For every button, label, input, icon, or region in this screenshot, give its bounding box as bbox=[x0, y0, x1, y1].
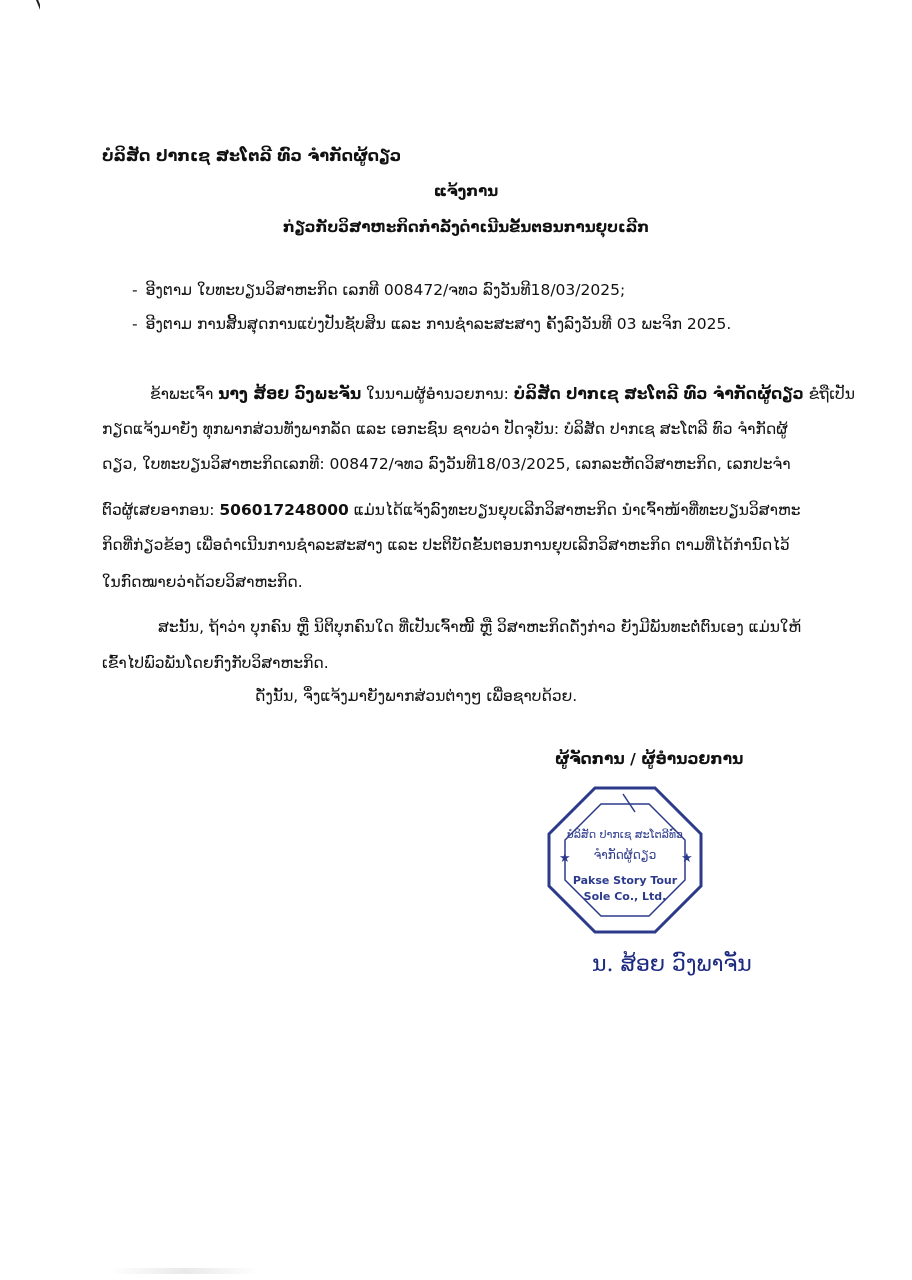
tax-id-number: 506017248000 bbox=[219, 501, 349, 519]
stamp-english-line-2: Sole Co., Ltd. bbox=[583, 890, 667, 903]
reference-bullet: - bbox=[132, 315, 138, 333]
director-name: ນາງ ສ້ອຍ ວົງພະຈັນ bbox=[218, 385, 362, 403]
page-corner-shadow bbox=[0, 0, 40, 110]
body-paragraph-1-line-1 bbox=[150, 384, 855, 404]
body-text: ແມ່ນໄດ້ແຈ້ງລົງທະບຽນຍຸບເລີກວິສາຫະກິດ ນຳເຈົ້າໜ້າທີ່ທະບຽນວິສາຫະ bbox=[348, 501, 801, 519]
document-subtitle: ກ່ຽວກັບວິສາຫະກິດກຳລັງດຳເນີນຂັ້ນຕອນການຍຸບເລີກ bbox=[282, 218, 650, 236]
body-paragraph-3: ດັ່ງນັ້ນ, ຈຶ່ງແຈ້ງມາຍັງພາກສ່ວນຕ່າງໆ ເພື່ອຊາບດ້ວຍ. bbox=[255, 687, 578, 705]
body-text: ໃນນາມຜູ້ອຳນວຍການ: bbox=[361, 385, 514, 403]
body-text: ຕົວຜູ້ເສຍອາກອນ: bbox=[102, 501, 220, 519]
reference-bullet: - bbox=[132, 281, 138, 299]
reference-text: ອີງຕາມ ໃບທະບຽນວິສາຫະກິດ ເລກທີ 008472/ຈທວ ລົງວັນທີ18/03/2025; bbox=[145, 281, 626, 299]
body-paragraph-2-line-2: ເຂົ້າໄປພົວພັນໂດຍກົງກັບວິສາຫະກິດ. bbox=[102, 654, 329, 672]
reference-item bbox=[132, 315, 731, 333]
svg-text:★: ★ bbox=[681, 851, 693, 866]
handwritten-signature: ນ. ສ້ອຍ ວົງພາຈັນ bbox=[592, 952, 752, 977]
body-paragraph-2-line-1: ສະນັ້ນ, ຖ້າວ່າ ບຸກຄົນ ຫຼື ນິຕິບຸກຄົນໃດ ທີ່ເປັນເຈົ້າໜີ້ ຫຼື ວິສາຫະກິດດັ່ງກ່າວ ຍັງມີພັນທະຕໍ່ຕົນເອງ ແມ່ນໃຫ້ bbox=[158, 618, 802, 636]
company-header: ບໍລິສັດ ປາກເຊ ສະໂຕລີ ທົວ ຈຳກັດຜູ້ດຽວ bbox=[102, 146, 402, 165]
body-text: ຂ້າພະເຈົ້າ bbox=[150, 385, 219, 403]
page-bottom-edge bbox=[110, 1268, 260, 1274]
document-title: ແຈ້ງການ bbox=[433, 182, 499, 200]
reference-text: ອີງຕາມ ການສິ້ນສຸດການແບ່ງປັນຊັບສິນ ແລະ ການຊຳລະສະສາງ ຄັ້ງລົງວັນທີ 03 ພະຈິກ 2025. bbox=[145, 315, 732, 333]
body-paragraph-1-line-6: ໃນກົດໝາຍວ່າດ້ວຍວິສາຫະກິດ. bbox=[102, 573, 303, 591]
company-name-bold: ບໍລິສັດ ປາກເຊ ສະໂຕລີ ທົວ ຈຳກັດຜູ້ດຽວ bbox=[513, 385, 804, 403]
body-text: ຂໍຖືເປັນ bbox=[803, 385, 855, 403]
body-paragraph-1-line-2: ກຽດແຈ້ງມາຍັງ ທຸກພາກສ່ວນທັງພາກລັດ ແລະ ເອກະຊົນ ຊາບວ່າ ປັດຈຸບັນ: ບໍລິສັດ ປາກເຊ ສະໂຕລີ ທົວ ຈຳກັດຜູ້ bbox=[102, 420, 788, 438]
body-paragraph-1-line-4 bbox=[102, 500, 801, 520]
signer-role: ຜູ້ຈັດການ / ຜູ້ອຳນວຍການ bbox=[555, 750, 744, 768]
company-stamp bbox=[545, 782, 705, 937]
stamp-english-line-1: Pakse Story Tour bbox=[572, 874, 678, 887]
reference-item bbox=[132, 281, 625, 299]
body-paragraph-1-line-5: ກິດທີ່ກ່ຽວຂ້ອງ ເພື່ອດຳເນີນການຊຳລະສະສາງ ແລະ ປະຕິບັດຂັ້ນຕອນການຍຸບເລີກວິສາຫະກິດ ຕາມທີ່ໄດ້ກຳນົດໄວ້ bbox=[102, 536, 790, 554]
svg-text:★: ★ bbox=[559, 851, 571, 866]
body-paragraph-1-line-3: ດຽວ, ໃບທະບຽນວິສາຫະກິດເລກທີ: 008472/ຈທວ ລົງວັນທີ18/03/2025, ເລກລະຫັດວິສາຫະກິດ, ເລກປະຈຳ bbox=[102, 455, 791, 473]
stamp-lao-line-1: ບໍລິສັດ ປາກເຊ ສະໂຕລີທົວ bbox=[566, 828, 684, 841]
stamp-lao-line-2: ຈຳກັດຜູ້ດຽວ bbox=[593, 848, 657, 862]
